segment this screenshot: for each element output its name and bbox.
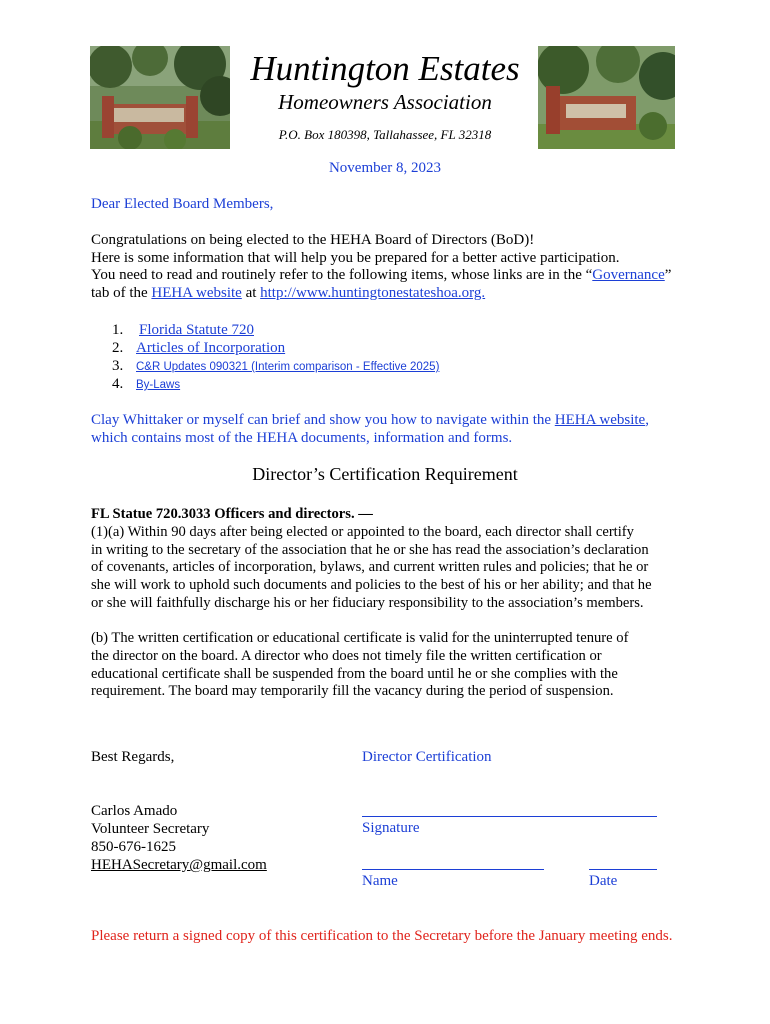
list-number: 4. <box>112 376 124 392</box>
signer-block <box>91 802 267 874</box>
date-line[interactable] <box>589 869 657 870</box>
list-item <box>112 357 439 375</box>
statute-b-line: educational certificate shall be suspended from the board until he or she complies with the <box>91 665 618 682</box>
intro-line-4-text: tab of the <box>91 284 152 301</box>
brief-line-1-text: Clay Whittaker or myself can brief and show you how to navigate within the <box>91 412 555 428</box>
statute-b-line: the director on the board. A director who does not timely file the written certification or <box>91 647 602 664</box>
statute-b-block <box>91 630 681 701</box>
signer-role: Volunteer Secretary <box>91 821 210 837</box>
statute-b-line: requirement. The board may temporarily fill the vacancy during the period of suspension. <box>91 683 614 700</box>
bylaws-link[interactable]: By-Laws <box>136 379 181 391</box>
statute-b-line: (b) The written certification or educational certificate is valid for the uninterrupted tenure of <box>91 630 629 646</box>
section-heading: Director’s Certification Requirement <box>252 464 518 484</box>
intro-line-2: Here is some information that will help you be prepared for a better active participation. <box>91 249 620 266</box>
name-label: Name <box>362 873 398 889</box>
brief-paragraph <box>91 412 691 447</box>
reference-list <box>112 321 439 393</box>
statute-title: FL Statue 720.3033 Officers and directors. — <box>91 506 373 522</box>
statute-a-line: in writing to the secretary of the association that he or she has read the association’s declaration <box>91 541 649 558</box>
letter-date: November 8, 2023 <box>328 160 442 176</box>
signer-phone: 850-676-1625 <box>91 839 176 855</box>
best-regards: Best Regards, <box>91 749 175 765</box>
intro-line-3 <box>91 267 691 285</box>
intro-line-3-end: ” <box>664 267 672 283</box>
cr-updates-link[interactable]: C&R Updates 090321 (Interim comparison - Effective 2025) <box>136 361 440 373</box>
website-url-link[interactable]: http://www.huntingtonestateshoa.org. <box>260 284 486 301</box>
statute-a-line: or she will faithfully discharge his or her fiduciary responsibility to the association’s members. <box>91 594 644 611</box>
intro-line-3-text: You need to read and routinely refer to the following items, whose links are in the “ <box>91 267 593 283</box>
brief-line-2: which contains most of the HEHA documents, information and forms. <box>91 429 513 446</box>
articles-link[interactable]: Articles of Incorporation <box>136 340 286 356</box>
intro-paragraph <box>91 232 691 302</box>
mailing-address: P.O. Box 180398, Tallahassee, FL 32318 <box>278 127 492 142</box>
governance-link[interactable]: Governance <box>592 267 665 283</box>
brief-line-1-end: , <box>645 412 649 428</box>
list-number: 2. <box>112 340 124 356</box>
heha-website-link-2[interactable]: HEHA website <box>554 412 646 428</box>
return-instruction: Please return a signed copy of this certification to the Secretary before the January meeting ends. <box>91 928 673 944</box>
list-item <box>112 321 439 339</box>
statute-a-line: of covenants, articles of incorporation, bylaws, and current written rules and policies; that he or <box>91 559 649 576</box>
signer-name: Carlos Amado <box>91 803 178 819</box>
association-title: Huntington Estates <box>250 49 520 88</box>
intro-line-4-mid: at <box>241 284 261 301</box>
intro-line-4 <box>91 285 691 303</box>
list-item <box>112 375 439 393</box>
signature-line[interactable] <box>362 816 657 817</box>
statute-a-line: she will work to uphold such documents and policies to the best of his or her ability; and that he <box>91 577 652 594</box>
statute-a-line: (1)(a) Within 90 days after being elected or appointed to the board, each director shall certify <box>91 523 634 540</box>
heha-website-link[interactable]: HEHA website <box>151 284 242 301</box>
florida-statute-link[interactable]: Florida Statute 720 <box>139 322 254 338</box>
list-item <box>112 339 439 357</box>
date-label: Date <box>589 873 618 889</box>
name-line[interactable] <box>362 869 544 870</box>
list-number: 1. <box>112 322 124 338</box>
association-subtitle: Homeowners Association <box>278 90 492 114</box>
brief-line-1 <box>91 412 691 430</box>
signature-label: Signature <box>362 820 420 836</box>
statute-block <box>91 506 681 613</box>
salutation: Dear Elected Board Members, <box>91 196 274 212</box>
list-number: 3. <box>112 358 124 374</box>
intro-line-1: Congratulations on being elected to the HEHA Board of Directors (BoD)! <box>91 232 535 248</box>
signer-email-link[interactable]: HEHASecretary@gmail.com <box>91 857 267 873</box>
certification-heading: Director Certification <box>362 749 492 765</box>
